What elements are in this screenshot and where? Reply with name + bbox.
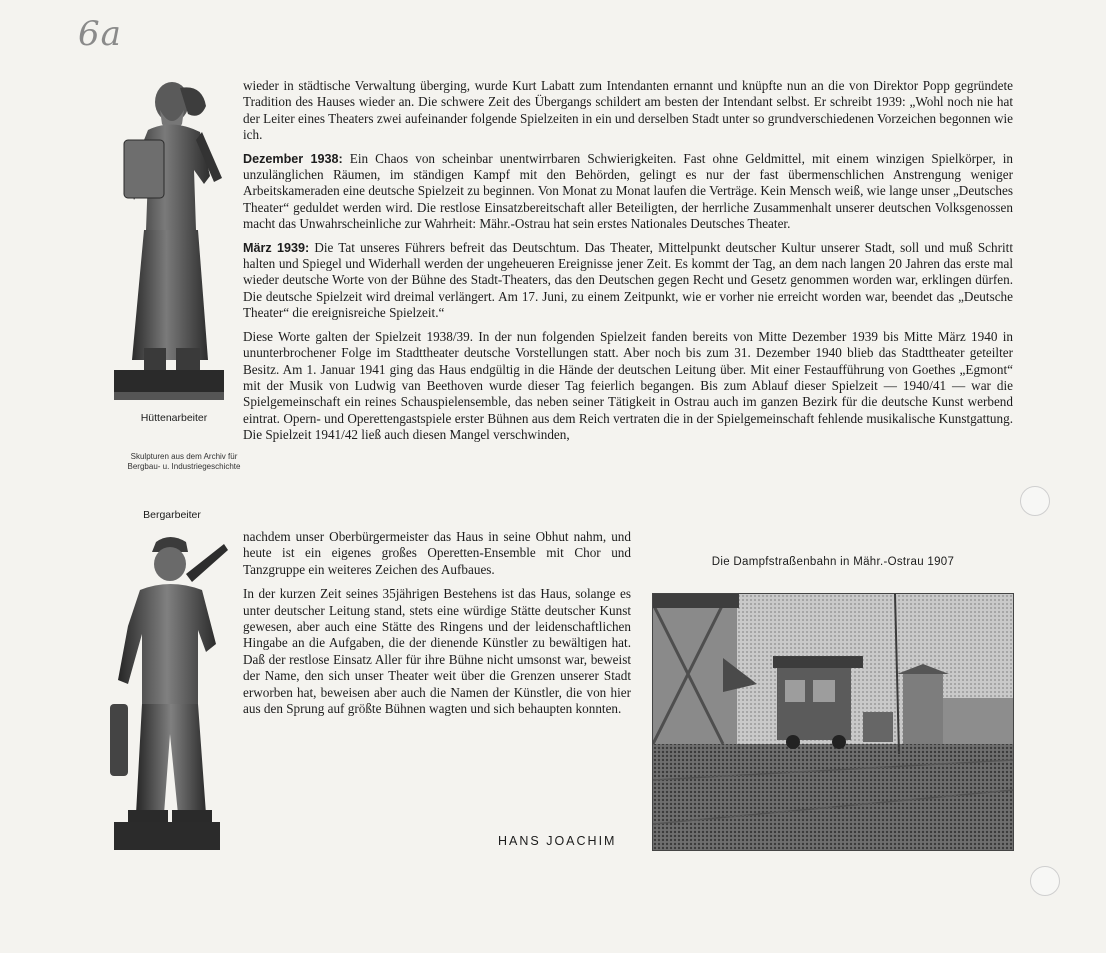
author-signature: HANS JOACHIM [498, 834, 617, 848]
paragraph-text: wieder in städtische Verwaltung überging, wurde Kurt Labatt zum Intendanten ernannt und knüpfte nun an die von Direktor Popp gegründete Tradition des Hauses wieder an. Die schwere Zeit des Übergangs schildert am besten der Intendant selbst. Er schreibt 1939: „Wohl noch nie hat der Leiter eines Theaters zwei aufeinander folgende Spielzeiten in ein und derselben Stadt unter so grundverschiedenen Vorzeichen begonnen wie ich. [243, 78, 1013, 143]
paragraph-lead: März 1939: [243, 240, 310, 255]
steam-tram-photo [652, 593, 1014, 851]
paragraph-text: Ein Chaos von scheinbar unentwirrbaren Schwierigkeiten. Fast ohne Geldmittel, mit einem winzigen Spielkörper, in unzulänglichen Räumen, im ständigen Kampf mit den Behörden, gelingt es nur der fast übermenschlichen Anstrengung weniger Arbeitskameraden eine deutsche Spielzeit zu beginnen. Von Monat zu Monat laufen die Verträge. Kein Mensch weiß, wie lange unser „Deutsches Theater“ geduldet werden wird. Die restlose Einsatzbereitschaft aller Beteiligten, der herrliche Zusammenhalt unserer deutschen Volksgenossen macht das Unwahrscheinliche zur Wahrheit: Mähr.-Ostrau hat sein erstes Nationales Deutsches Theater. [243, 150, 1014, 232]
punch-hole-upper [1020, 486, 1050, 516]
smelter-caption: Hüttenarbeiter [140, 412, 208, 424]
article-body-top [243, 78, 1013, 451]
sculpture-archive-note: Skulpturen aus dem Archiv für Bergbau- u. Industriegeschichte [127, 452, 241, 471]
paragraph-bestehen: In der kurzen Zeit seines 35jährigen Bestehens ist das Haus, solange es unter deutscher Leitung stand, stets eine würdige Stätte deutscher Kunst gewesen, aber auch eine Stätte des Ringens und der leidenschaftlichen Hingabe an die Aufgaben, die der dienende Künstler zu bewältigen hat. Daß der restlose Einsatz Aller für ihre Bühne nicht umsonst war, beweist der Name, den sich unser Theater weit über die Grenzen unserer Stadt erworben hat, beweisen aber auch die Namen der Künstler, die von hier aus den Sprung auf größte Bühnen wagten und sich behaupten konnten. [243, 586, 631, 717]
paragraph-lead: Dezember 1938: [243, 151, 343, 166]
punch-hole-lower [1030, 866, 1060, 896]
article-body-lower [243, 529, 631, 725]
paragraph-intro [243, 78, 1013, 144]
handwritten-page-number: 6a [78, 14, 122, 54]
paragraph-text: Diese Worte galten der Spielzeit 1938/39. In der nun folgenden Spielzeit fanden bereits von Mitte Dezember 1939 bis Mitte März 1940 in ununterbrochener Folge im Stadttheater deutsche Vorstellungen statt. Aber noch bis zum 31. Dezember 1940 blieb das Stadttheater geteilter Besitz. Am 1. Januar 1941 ging das Haus endgültig in die Hände der deutschen Leitung über. Mit einer Festaufführung von Goethes „Egmont“ mit der Musik von Ludwig van Beethoven wurde dieser Tag feierlich begangen. Bis zum Ablauf dieser Spielzeit — 1940/41 — war die Spielgemeinschaft ein reines Schauspielensemble, das neben seiner Tätigkeit in Ostrau auch im ganzen Bezirk für die deutsche Kunst werbend eintrat. Opern- und Operettengastspiele erster Bühnen aus dem Reich vertraten die in der Spielgemeinschaft fehlende musikalische Kunstgattung. Die Spielzeit 1941/42 ließ auch diesen Mangel verschwinden, [243, 328, 1013, 443]
miner-sculpture-image [106, 534, 232, 852]
miner-caption: Bergarbeiter [143, 509, 201, 521]
paragraph-spielzeit [243, 329, 1013, 444]
paragraph-text: Die Tat unseres Führers befreit das Deutschtum. Das Theater, Mittelpunkt deutscher Kultur unserer Stadt, soll und muß Schritt halten und Spiegel und Widerhall werden der ungeheueren Ereignisse jener Zeit. Es kommt der Tag, an dem nach langen 20 Jahren das erste mal wieder deutsche Worte von der Bühne des Stadt-Theaters, das den Deutschen gegen Recht und Gesetz genommen worden war, erklingen dürfen. Die deutsche Spielzeit wird dreimal verlängert. Am 17. Juni, zu einem Zeitpunkt, wie er vorher nie erreicht worden war, beendet das „Deutsche Theater“ die ereignisreiche Spielzeit.“ [243, 239, 1013, 321]
paragraph-dezember-1938 [243, 151, 1013, 233]
paragraph-maerz-1939 [243, 240, 1013, 322]
paragraph-operetten: nachdem unser Oberbürgermeister das Haus in seine Obhut nahm, und heute ist ein eigenes großes Operetten-Ensemble mit Chor und Tanzgruppe ein weiteres Zeichen des Aufbaues. [243, 529, 631, 577]
photo-caption: Die Dampfstraßenbahn in Mähr.-Ostrau 1907 [711, 556, 955, 568]
smelter-sculpture-image [110, 80, 230, 402]
